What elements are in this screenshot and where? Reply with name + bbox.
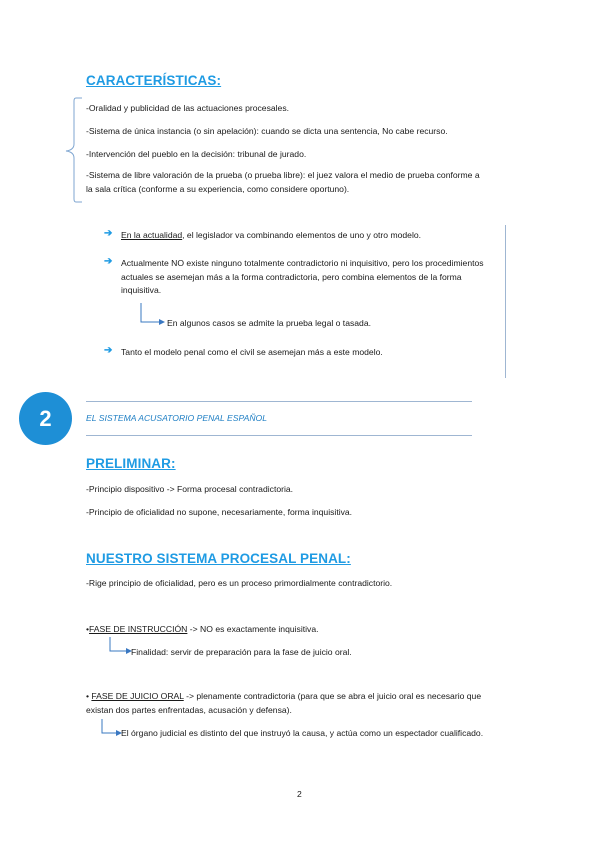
note-item-1-rest: , el legislador va combinando elementos de uno y otro modelo. (182, 230, 422, 240)
caracteristica-item-3: -Intervención del pueblo en la decisión: tribunal de jurado. (86, 149, 307, 159)
fase-instruccion-sub: Finalidad: servir de preparación para la fase de juicio oral. (131, 647, 352, 657)
note-item-1-underlined: En la actualidad (121, 230, 183, 240)
arrow-right-icon: ➔ (104, 228, 113, 239)
caracteristicas-heading: CARACTERÍSTICAS: (86, 73, 222, 88)
bullet-icon: • (86, 691, 92, 701)
section-number-circle: 2 (19, 392, 72, 445)
fase-juicio-rest: -> plenamente contradictoria (para que se abra el juicio oral es necesario que existan dos partes enfrentadas, acusación y defensa). (86, 691, 482, 715)
caracteristica-item-4: -Sistema de libre valoración de la prueba (o prueba libre): el juez valora el medio de prueba conforme a la sala crítica (conforme a su experiencia, como considere oportuno). (86, 170, 480, 194)
preliminar-item-1: -Principio dispositivo -> Forma procesal contradictoria. (86, 484, 294, 494)
nuestro-sistema-intro: -Rige principio de oficialidad, pero es un proceso primordialmente contradictorio. (86, 578, 393, 588)
notes-box-border (505, 225, 506, 378)
arrow-right-icon: ➔ (104, 256, 113, 267)
fase-instruccion (86, 623, 319, 636)
section-title: EL SISTEMA ACUSATORIO PENAL ESPAÑOL (86, 413, 268, 423)
left-brace-icon (64, 96, 84, 204)
fase-juicio-sub: El órgano judicial es distinto del que instruyó la causa, y actúa como un espectador cualificado. (121, 728, 484, 738)
fase-instruccion-rest: -> NO es exactamente inquisitiva. (187, 624, 319, 634)
fase-juicio (86, 690, 496, 717)
section-rule-top (86, 401, 472, 402)
bullet-icon: • (86, 624, 90, 634)
caracteristica-item-2: -Sistema de única instancia (o sin apelación): cuando se dicta una sentencia, No cabe recurso. (86, 126, 448, 136)
fase-instruccion-label: FASE DE INSTRUCCIÓN (89, 624, 188, 634)
page-number: 2 (297, 789, 302, 799)
note-item-2-sub: En algunos casos se admite la prueba legal o tasada. (167, 318, 371, 328)
nuestro-sistema-heading: NUESTRO SISTEMA PROCESAL PENAL: (86, 551, 351, 566)
section-rule-bottom (86, 435, 472, 436)
caracteristica-item-1: -Oralidad y publicidad de las actuaciones procesales. (86, 103, 290, 113)
note-item-2: Actualmente NO existe ninguno totalmente contradictorio ni inquisitivo, pero los procedimientos actuales se asemejan más a la forma contradictoria, pero combina elementos de la forma inquisitiva. (121, 258, 484, 295)
preliminar-heading: PRELIMINAR: (86, 456, 176, 471)
note-item-3: Tanto el modelo penal como el civil se asemejan más a este modelo. (121, 347, 383, 357)
preliminar-item-2: -Principio de oficialidad no supone, necesariamente, forma inquisitiva. (86, 507, 353, 517)
fase-juicio-label: FASE DE JUICIO ORAL (91, 691, 184, 701)
arrow-right-icon: ➔ (104, 345, 113, 356)
sub-arrow-icon (140, 302, 168, 326)
note-item-1 (121, 229, 421, 242)
